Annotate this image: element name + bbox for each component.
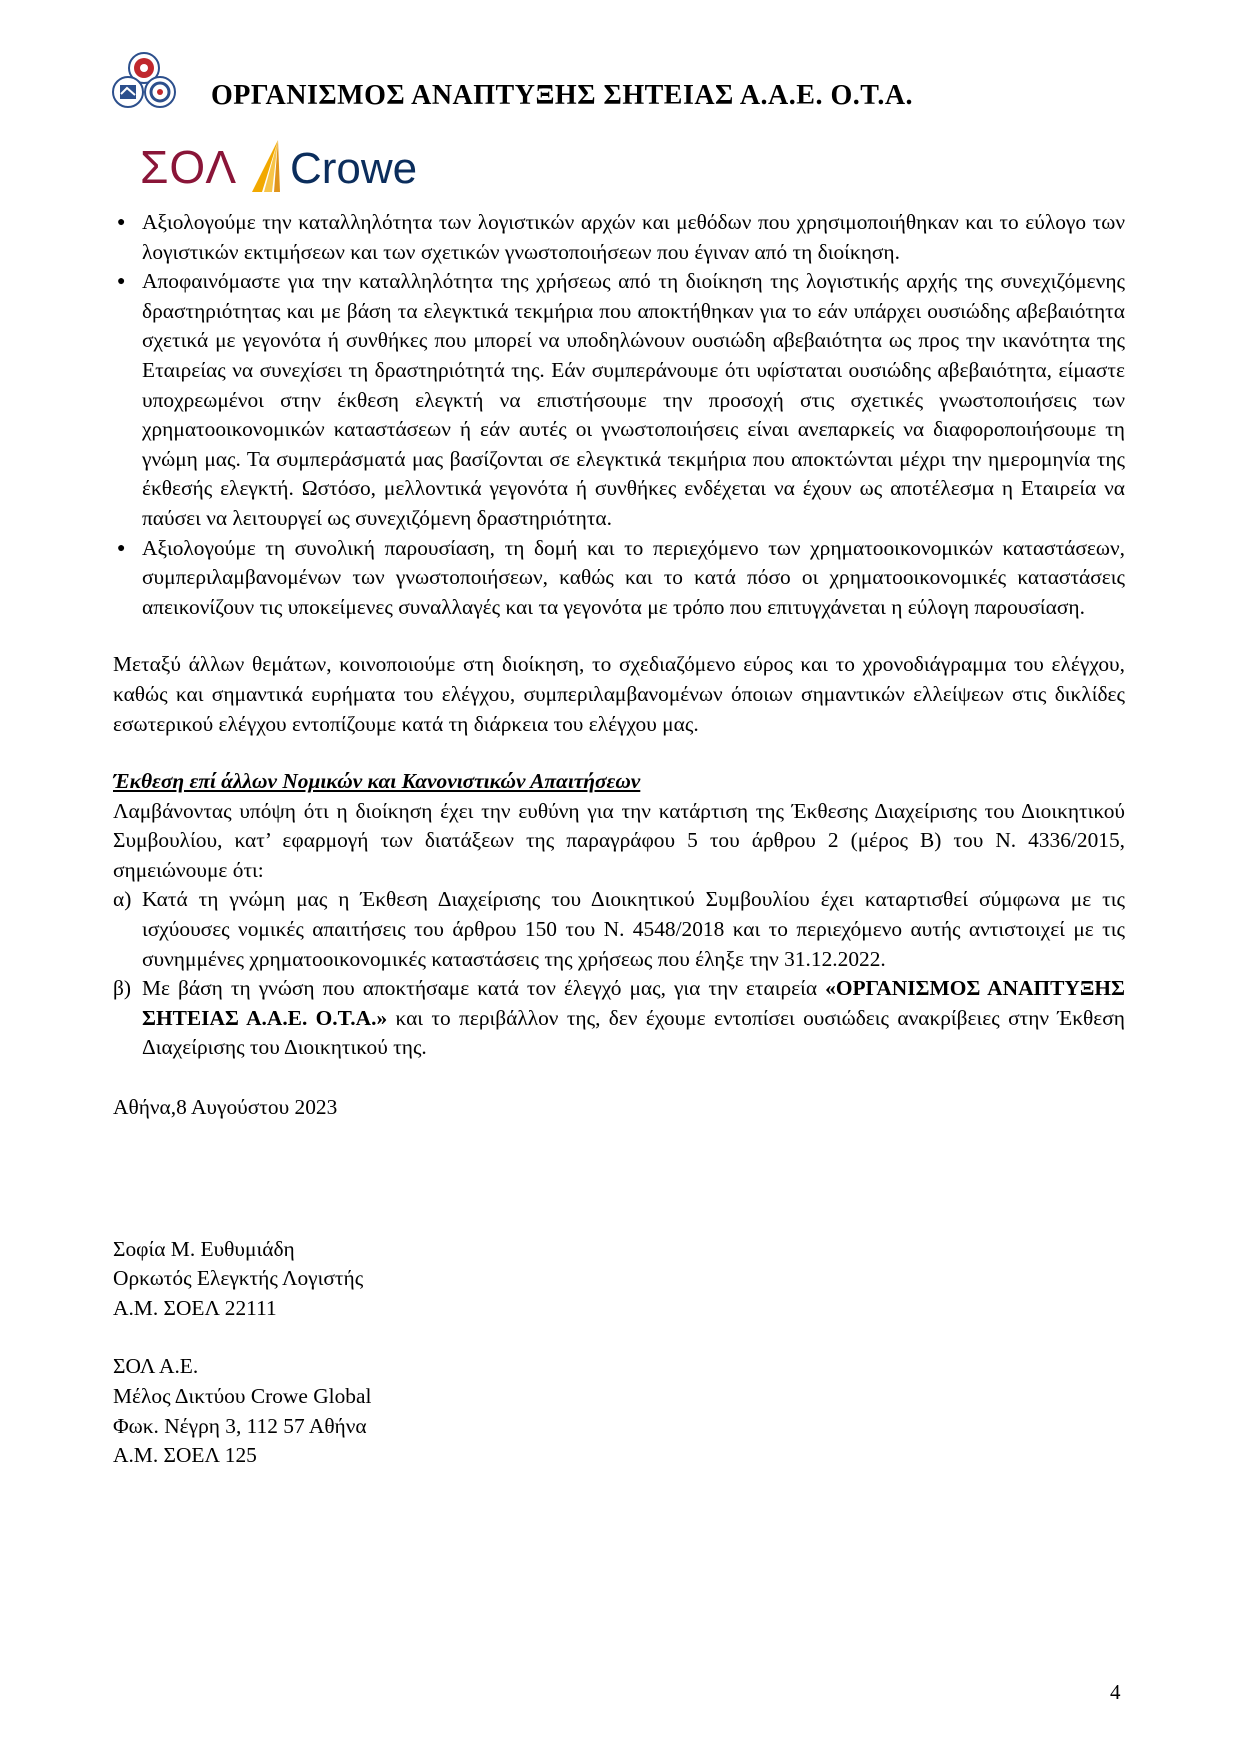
list-item bbox=[113, 534, 1125, 623]
section-intro: Λαμβάνοντας υπόψη ότι η διοίκηση έχει την ευθύνη για την κατάρτιση της Έκθεσης Διαχείρισης του Διοικητικού Συμβουλίου, κατ’ εφαρμογή των διατάξεων της παραγράφου 5 του άρθρου 2 (μέρος Β) του Ν. 4336/2015, σημειώνουμε ότι: bbox=[113, 798, 1125, 882]
item-b-text-start: Με βάση τη γνώση που αποκτήσαμε κατά τον έλεγχό μας, για την εταιρεία bbox=[142, 976, 826, 1001]
list-item-text: Αξιολογούμε τη συνολική παρουσίαση, τη δομή και το περιεχόμενο των χρηματοοικονομικών καταστάσεων, συμπεριλαμβανομένων των γνωστοποιήσεων, καθώς και το κατά πόσο οι χρηματοοικονομικές καταστάσεις απεικονίζουν τις υποκείμενες συναλλαγές και τα γεγονότα με τρόπο που επιτυγχάνεται η εύλογη παρουσίαση. bbox=[142, 535, 1125, 619]
page-header bbox=[110, 48, 1130, 118]
firm-registration: Α.Μ. ΣΟΕΛ 125 bbox=[113, 1443, 257, 1468]
organization-emblem-icon bbox=[110, 48, 178, 116]
bullet-icon: ● bbox=[117, 215, 126, 230]
place-date: Αθήνα,8 Αυγούστου 2023 bbox=[113, 1095, 338, 1120]
communication-paragraph: Μεταξύ άλλων θεμάτων, κοινοποιούμε στη διοίκηση, το σχεδιαζόμενο εύρος και το χρονοδιάγραμμα του ελέγχου, καθώς και σημαντικά ευρήματα του ελέγχου, συμπεριλαμβανομένων όποιων σημαντικών ελλείψεων στις δικλίδες εσωτερικού ελέγχου εντοπίζουμε κατά τη διάρκεια του ελέγχου μας. bbox=[113, 652, 1125, 736]
list-marker: β) bbox=[113, 976, 132, 1001]
organization-title: ΟΡΓΑΝΙΣΜΟΣ ΑΝΑΠΤΥΞΗΣ ΣΗΤΕΙΑΣ Α.Α.Ε. Ο.Τ.Α. bbox=[211, 80, 914, 111]
signatory-block bbox=[113, 1235, 1125, 1324]
crowe-logo-text: Crowe bbox=[290, 144, 418, 193]
bullet-icon: ● bbox=[117, 540, 126, 556]
signatory-title: Ορκωτός Ελεγκτής Λογιστής bbox=[113, 1266, 364, 1291]
item-b-text-end: και το περιβάλλον της, δεν έχουμε εντοπίσει ουσιώδεις ανακρίβειες στην Έκθεση Διαχείρισης του Διοικητικού της. bbox=[142, 1005, 1125, 1060]
list-item bbox=[113, 885, 1125, 974]
list-item bbox=[113, 974, 1125, 1063]
signatory-registration: Α.Μ. ΣΟΕΛ 22111 bbox=[113, 1295, 277, 1320]
section-heading: Έκθεση επί άλλων Νομικών και Κανονιστικών Απαιτήσεων bbox=[113, 769, 641, 794]
sol-crowe-logo bbox=[140, 140, 418, 196]
page-number: 4 bbox=[1110, 1680, 1121, 1704]
list-item-text bbox=[142, 976, 1125, 1059]
audit-procedures-list bbox=[113, 208, 1125, 622]
list-item bbox=[113, 208, 1125, 267]
list-item-text: Κατά τη γνώμη μας η Έκθεση Διαχείρισης του Διοικητικού Συμβουλίου έχει καταρτισθεί σύμφωνα με τις ισχύουσες νομικές απαιτήσεις του άρθρου 150 του Ν. 4548/2018 και το περιεχόμενο αυτής αντιστοιχεί με τις συνημμένες χρηματοοικονομικές καταστάσεις της χρήσεως που έληξε την 31.12.2022. bbox=[142, 887, 1125, 971]
document-body bbox=[113, 208, 1125, 1471]
firm-address: Φωκ. Νέγρη 3, 112 57 Αθήνα bbox=[113, 1413, 367, 1438]
sol-logo-text: ΣΟΛ bbox=[140, 141, 238, 193]
signatory-name: Σοφία Μ. Ευθυμιάδη bbox=[113, 1236, 295, 1261]
bullet-icon: ● bbox=[117, 274, 126, 290]
list-item-text: Αποφαινόμαστε για την καταλληλότητα της χρήσεως από τη διοίκηση της λογιστικής αρχής της συνεχιζόμενης δραστηριότητας και με βάση τα ελεγκτικά τεκμήρια που αποκτήθηκαν για το εάν υπάρχει ουσιώδης αβεβαιότητα σχετικά με γεγονότα ή συνθήκες που μπορεί να υποδηλώνουν ουσιώδη αβεβαιότητα ως προς την ικανότητα της Εταιρείας να συνεχίσει τη δραστηριότητά της. Εάν συμπεράνουμε ότι υφίσταται ουσιώδης αβεβαιότητα, είμαστε υποχρεωμένοι στην έκθεση ελεγκτή να επιστήσουμε την προσοχή στις σχετικές γνωστοποιήσεις των χρηματοοικονομικών καταστάσεων ή εάν αυτές οι γνωστοποιήσεις είναι ανεπαρκείς να διαφοροποιήσουμε τη γνώμη μας. Τα συμπεράσματά μας βασίζονται σε ελεγκτικά τεκμήρια που αποκτώνται μέχρι την ημερομηνία της έκθεσής ελεγκτή. Ωστόσο, μελλοντικά γεγονότα ή συνθήκες ενδέχεται να έχουν ως αποτέλεσμα η Εταιρεία να παύσει να λειτουργεί ως συνεχιζόμενη δραστηριότητα. bbox=[142, 269, 1125, 530]
list-item bbox=[113, 267, 1125, 533]
firm-block bbox=[113, 1352, 1125, 1470]
list-item-text: Αξιολογούμε την καταλληλότητα των λογιστικών αρχών και μεθόδων που χρησιμοποιήθηκαν και το εύλογο των λογιστικών εκτιμήσεων και των σχετικών γνωστοποιήσεων που έγιναν από τη διοίκηση. bbox=[142, 210, 1125, 264]
list-marker: α) bbox=[113, 887, 132, 912]
firm-name: ΣΟΛ Α.Ε. bbox=[113, 1354, 199, 1379]
firm-network: Μέλος Δικτύου Crowe Global bbox=[113, 1384, 372, 1408]
findings-list bbox=[113, 885, 1125, 1063]
company-name: «ΟΡΓΑΝΙΣΜΟΣ ΑΝΑΠΤΥΞΗΣ ΣΗΤΕΙΑΣ Α.Α.Ε. Ο.Τ.Α.» bbox=[142, 976, 1125, 1030]
